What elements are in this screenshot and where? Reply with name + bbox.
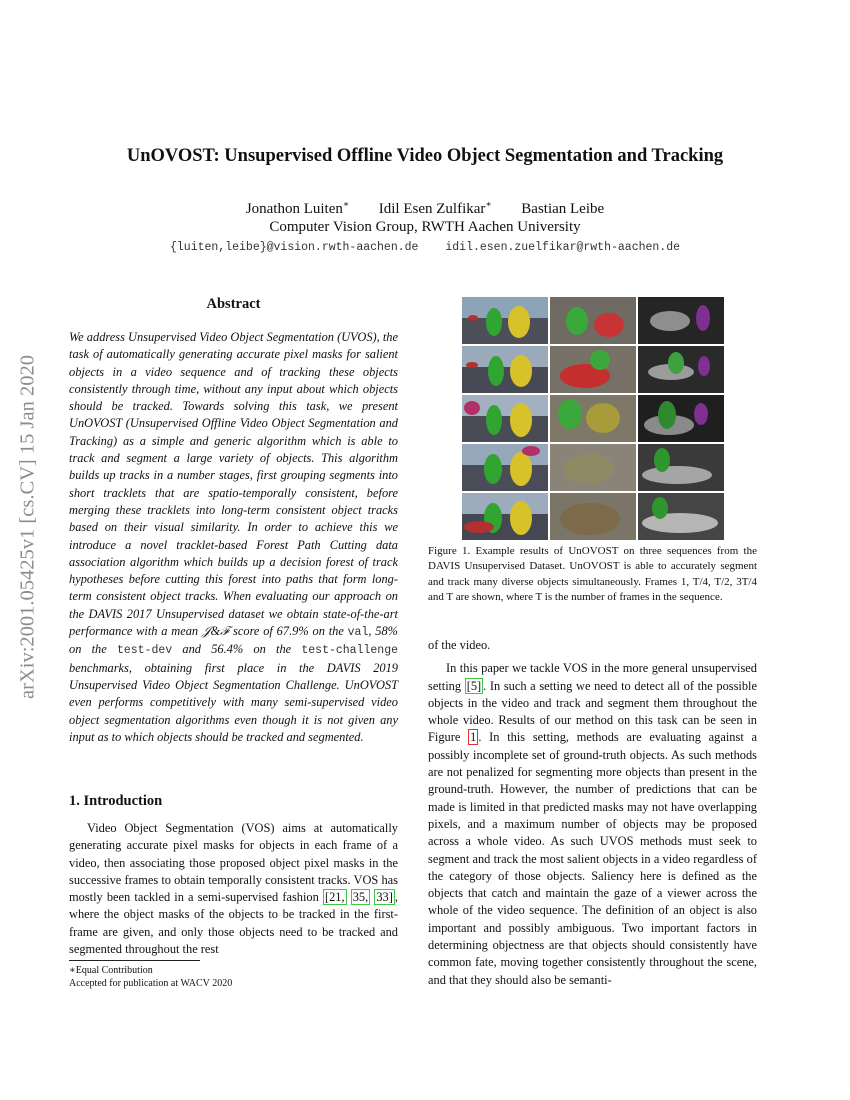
figure-tile — [462, 395, 548, 442]
citation-5[interactable]: [5] — [466, 678, 482, 693]
abstract-text: We address Unsupervised Video Object Segmentation (UVOS), the task of automatically generating accurate pixel masks for salient objects in a video sequence and of tracking these objects consistently through time, without any input about which objects should be tracked. Towards solving this task, we present UnOVOST (Unsupervised Offline Video Object Segmentation and Tracking) as a simple and generic algorithm which is able to track and segment a large variety of objects. This algorithm builds up tracks in a number stages, first grouping segments into short tracklets that are spatio-temporally consistent, before merging these tracklets into long-term consistent object tracks based on their visual similarity. In order to achieve this we introduce a novel tracklet-based Forest Path Cutting data association algorithm which builds up a decision forest of track hypotheses before cutting this forest into paths that form long-term consistent object tracks. When evaluating our approach on the DAVIS 2017 Unsupervised dataset we obtain state-of-the-art performance with a mean 𝒥&ℱ score of 67.9% on the val, 58% on the test-dev and 56.4% on the test-challenge benchmarks, obtaining first place in the DAVIS 2019 Unsupervised Video Object Segmentation Challenge. UnOVOST even performs competitively with many semi-supervised video object segmentation algorithms even though it is not given any input as to which objects should be tracked and segmented. — [69, 330, 398, 744]
citation-21[interactable]: [21, — [324, 890, 345, 905]
figure-tile — [638, 444, 724, 491]
author-3: Bastian Leibe — [521, 201, 605, 217]
continued-line: of the video. — [428, 638, 491, 652]
citation-35[interactable]: 35, — [352, 890, 369, 905]
footnote-equal-contribution: ∗Equal Contribution — [69, 965, 153, 976]
arxiv-id: arXiv:2001.05425v1 [cs.CV] 15 Jan 2020 — [16, 355, 39, 699]
figure-tile — [462, 493, 548, 540]
figure-tile — [462, 297, 548, 344]
abstract-heading: Abstract — [206, 296, 261, 312]
email-2[interactable]: idil.esen.zuelfikar@rwth-aachen.de — [445, 241, 680, 254]
figure-tile — [462, 444, 548, 491]
test-challenge-split: test-challenge — [301, 644, 398, 658]
figure-tile — [550, 346, 636, 393]
figure-1-caption: Figure 1. Example results of UnOVOST on three sequences from the DAVIS Unsupervised Dataset. UnOVOST is able to accurately segment and track many diverse objects simultaneously. Frames 1, T/4, T/2, 3T/4 and T are shown, where T is the number of frames in the sequence. — [428, 545, 757, 603]
figure-tile — [462, 346, 548, 393]
figure-tile — [638, 346, 724, 393]
introduction-paragraph: Video Object Segmentation (VOS) aims at automatically generating accurate pixel masks for objects in each frame of a video, then associating those proposed object pixel masks in the successive frames to obtain temporally consistent tracks. VOS has mostly been tackled in a semi-supervised fashion [21, 35, 33] , where the object masks of the objects to be tracked in the first-frame are given, and only those objects need to be tracked and segmented throughout the rest — [69, 821, 398, 957]
author-list — [0, 199, 850, 218]
figure-1-image-grid — [462, 297, 724, 540]
val-split: val — [347, 626, 369, 640]
test-dev-split: test-dev — [116, 644, 173, 658]
caption-fractions: T/4, T/2, 3T/4 — [692, 575, 757, 588]
paragraph-unsupervised-setting: In this paper we tackle VOS in the more general unsupervised setting [5] . In such a setting we need to detect all of the possible objects in the video and track and segment them throughout the whole video. Results of our method on this task can be seen in Figure 1 . In this setting, methods are evaluating against a possibly incomplete set of ground-truth objects. As such methods are not penalized for segmenting more objects than present in the ground-truth. However, the number of predictions that can be made is limited in that predicted masks may not have overlapping pixels, and a maximum number of objects may be proposed across a whole video. As such UVOS methods must seek to segment and track the most salient objects in a video regardless of the category of those objects. Saliency here is defined as the objects that catch and maintain the gaze of a viewer across the whole of the video sequence. The definition of an object is also important and possibly ambiguous. Two important factors in determining objectness are that objects should consistently have common fate, moving together consistently throughout the scene, and that they should also be semanti- — [428, 661, 757, 987]
figure-tile — [550, 395, 636, 442]
author-emails — [0, 241, 850, 254]
figure-1-reference[interactable]: 1 — [470, 730, 477, 745]
figure-tile — [550, 297, 636, 344]
footnote-rule — [69, 960, 200, 961]
citation-33[interactable]: 33] — [376, 890, 393, 905]
arxiv-stamp[interactable] — [4, 306, 52, 748]
author-2: Idil Esen Zulfikar∗ — [378, 199, 492, 217]
email-1[interactable]: {luiten,leibe}@vision.rwth-aachen.de — [170, 241, 419, 254]
figure-tile — [638, 493, 724, 540]
figure-tile — [638, 395, 724, 442]
paper-title: UnOVOST: Unsupervised Offline Video Object Segmentation and Tracking — [126, 146, 724, 166]
author-1: Jonathon Luiten∗ — [245, 199, 350, 217]
right-column-text — [428, 637, 757, 989]
affiliation: Computer Vision Group, RWTH Aachen University — [269, 219, 581, 235]
section-heading-introduction: 1. Introduction — [69, 793, 163, 809]
figure-tile — [550, 444, 636, 491]
figure-tile — [550, 493, 636, 540]
footnote-accepted: Accepted for publication at WACV 2020 — [69, 978, 233, 989]
figure-tile — [638, 297, 724, 344]
